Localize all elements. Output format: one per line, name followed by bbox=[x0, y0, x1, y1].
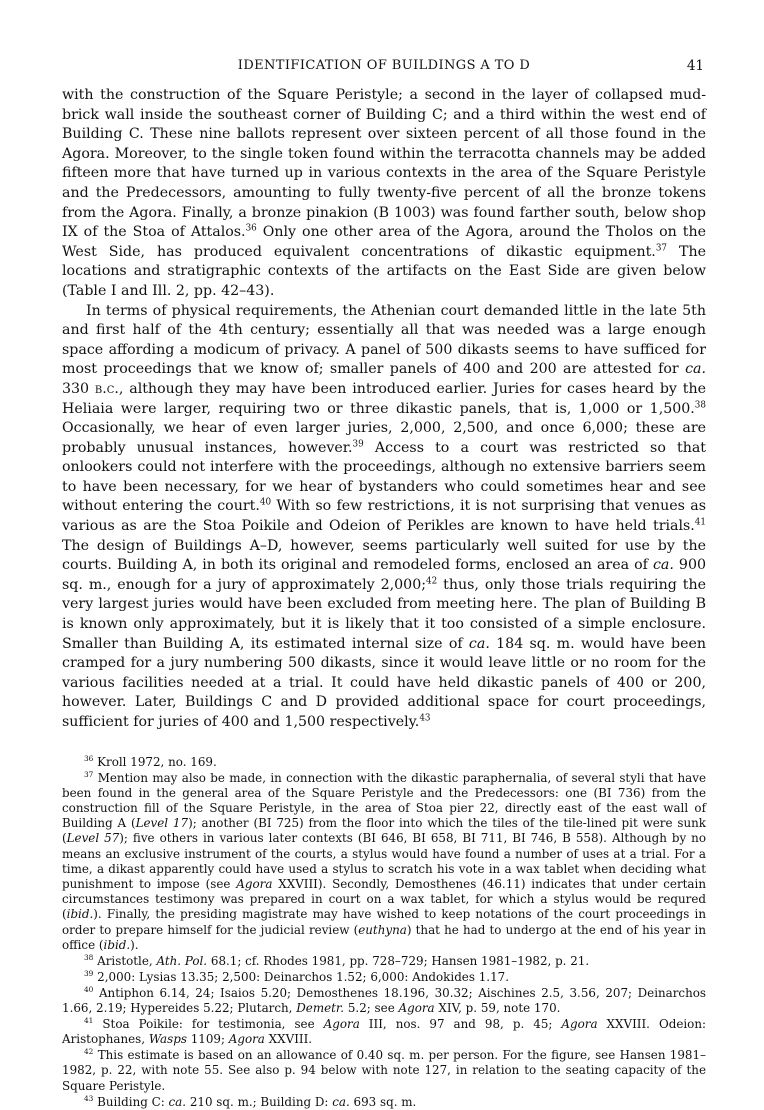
text-span: III, nos. 97 and 98, p. 45; bbox=[359, 1017, 562, 1032]
text-span: XXVIII). Secondly, Demosthenes (46.11) indicates that under certain circumstances testimony was prepared in court on a wax tablet, for which a stylus would be requred ( bbox=[62, 877, 706, 922]
italic-text: Demetr. bbox=[296, 1001, 345, 1016]
text-span: ). Finally, the presiding magistrate may have wished to keep notations of the court proceedings in order to prepare himself for the judicial review ( bbox=[62, 907, 706, 937]
footnote-ref-41[interactable]: 41 bbox=[694, 517, 706, 528]
italic-text: Agora bbox=[228, 1032, 265, 1047]
text-span: with the construction of the Square Peristyle; a second in the layer of collapsed mud-brick wall inside the southeast corner of Building C; and a third within the west end of Building C. These nine ballots represent over sixteen percent of all those found in the Agora. Moreover, to the single token found within the terracotta channels may be added fifteen more that have turned up in various contexts in the area of the Square Peristyle and the Predecessors, amounting to fully twenty-five percent of all the bronze tokens from the Agora. Finally, a bronze pinakion (B 1003) was found farther south, below shop IX of the Stoa of Attalos. bbox=[62, 87, 706, 241]
text-span: , although they may have been introduced earlier. Juries for cases heard by the Heliaia were larger, requiring two or three dikastic panels, that is, 1,000 or 1,500. bbox=[62, 380, 706, 417]
italic-abbrev: ca. bbox=[652, 557, 674, 574]
text-span: XXVIII. Odeion: Aristophanes, bbox=[62, 1017, 706, 1047]
paragraph-2 bbox=[62, 302, 706, 733]
footnote-41 bbox=[62, 1017, 706, 1047]
footnote-ref-42[interactable]: 42 bbox=[426, 576, 438, 587]
italic-abbrev: ca. bbox=[332, 1094, 350, 1109]
text-span: ); five others in various later contexts (BI 646, BI 658, BI 711, BI 746, B 558). Although by no means an exclusive instrument of the courts, a stylus would have found a number of uses at a trial. For a time, a dikast apparently could have used a stylus to scratch his vote in a wax tablet when deciding what punishment to impose (see bbox=[62, 831, 706, 892]
paragraph-1 bbox=[62, 86, 706, 302]
footnote-number: 39 bbox=[84, 968, 94, 978]
text-span: The design of Buildings A–D, however, seems particularly well suited for use by the courts. Building A, in both its original and remodeled forms, enclosed an area of bbox=[62, 537, 706, 574]
text-span: thus, only those trials requiring the very largest juries would have been excluded from meeting here. The plan of Building B is known only approximately, but it is likely that it too consisted of a simple enclosure. Smaller than Building A, its estimated internal size of bbox=[62, 576, 706, 652]
italic-abbrev: ca. bbox=[685, 361, 706, 378]
text-span: 210 sq. m.; Building D: bbox=[186, 1094, 333, 1109]
footnote-ref-38[interactable]: 38 bbox=[694, 399, 706, 410]
italic-text: Level 57 bbox=[66, 831, 120, 846]
footnote-number: 42 bbox=[84, 1047, 94, 1057]
footnote-42 bbox=[62, 1048, 706, 1094]
text-span: Occasionally, we hear of even larger juries, 2,000, 2,500, and once 6,000; these are probably unusual instances, however. bbox=[62, 420, 706, 456]
footnote-ref-36[interactable]: 36 bbox=[245, 223, 257, 234]
footnote-number: 37 bbox=[84, 769, 94, 779]
footnote-40 bbox=[62, 986, 706, 1016]
italic-text: Level 17 bbox=[135, 816, 189, 831]
footnote-37 bbox=[62, 771, 706, 953]
text-span: 184 sq. m. would have been cramped for a jury numbering 500 dikasts, since it would leave little or no room for the various facilities needed at a trial. It could have held dikastic panels of 400 or 200, however. Later, Buildings C and D provided additional space for court proceedings, sufficient for juries of 400 and 1,500 respectively. bbox=[62, 635, 706, 730]
text-span: XIV, p. 59, note 170. bbox=[434, 1001, 561, 1016]
era-abbrev: b.c. bbox=[94, 380, 119, 397]
text-span: 330 bbox=[62, 380, 95, 397]
main-text bbox=[62, 86, 706, 733]
text-span: The locations and stratigraphic contexts of the artifacts on the East Side are given below (Table I and Ill. 2, pp. 42–43). bbox=[62, 243, 706, 299]
footnote-number: 36 bbox=[84, 753, 94, 763]
footnote-number: 41 bbox=[84, 1016, 94, 1026]
footnote-43 bbox=[62, 1095, 706, 1110]
text-span: In terms of physical requirements, the Athenian court demanded little in the late 5th and first half of the 4th century; essentially all that was needed was a large enough space affording a modicum of privacy. A panel of 500 dikasts seems to have sufficed for most proceedings that we know of; smaller panels of 400 and 200 are attested for bbox=[62, 302, 706, 378]
footnote-39 bbox=[62, 970, 706, 985]
text-span: 1109; bbox=[186, 1032, 229, 1047]
italic-abbrev: ca. bbox=[468, 635, 490, 652]
text-span: Stoa Poikile: for testimonia, see bbox=[102, 1017, 324, 1032]
text-span: 693 sq. m. bbox=[349, 1094, 417, 1109]
footnote-number: 40 bbox=[84, 984, 94, 994]
italic-text: euthyna bbox=[358, 922, 407, 937]
book-page bbox=[62, 58, 706, 1110]
italic-text: ibid. bbox=[103, 937, 131, 952]
italic-abbrev: ca. bbox=[168, 1094, 187, 1109]
italic-text: Agora bbox=[561, 1017, 598, 1032]
text-span: ) that he had to undergo at the end of his year in office ( bbox=[62, 922, 706, 952]
italic-text: Wasps bbox=[148, 1032, 187, 1047]
text-span: ); another (BI 725) from the floor into which the tiles of the tile-lined pit were sunk ( bbox=[62, 816, 706, 846]
italic-text: Ath. Pol. bbox=[156, 953, 208, 968]
text-span: Aristotle, bbox=[97, 953, 157, 968]
text-span: Only one other area of the Agora, around the Tholos on the West Side, has produced equivalent concentrations of dikastic equipment. bbox=[62, 224, 706, 260]
italic-text: Agora bbox=[236, 877, 273, 892]
running-head: IDENTIFICATION OF BUILDINGS A TO D bbox=[237, 58, 531, 73]
text-span: Building C: bbox=[97, 1094, 169, 1109]
footnote-text: Kroll 1972, no. 169. bbox=[97, 754, 217, 769]
footnote-text: This estimate is based on an allowance of 0.40 sq. m. per person. For the figure, see Hansen 1981–1982, p. 22, with note 55. See also p. 94 below with note 127, in relation to the seating capacity of the Square Peristyle. bbox=[62, 1048, 707, 1093]
text-span: 900 sq. m., enough for a jury of approximately 2,000; bbox=[62, 557, 706, 593]
footnote-ref-39[interactable]: 39 bbox=[352, 438, 364, 449]
italic-text: Agora bbox=[323, 1017, 360, 1032]
text-span: Access to a court was restricted so that onlookers could not interfere with the proceedings, although no extensive barriers seem to have been necessary, for we hear of bystanders who could sometimes hear and see without entering the court. bbox=[62, 439, 706, 515]
footnote-number: 38 bbox=[84, 952, 94, 962]
text-span: Mention may also be made, in connection with the dikastic paraphernalia, of several styli that have been found in the general area of the Square Peristyle and the Predecessors: one (BI 736) from the construction fill of the Square Peristyle, in the area of Stoa pier 22, directly east of the east wall of Building A ( bbox=[62, 770, 707, 831]
text-span: Antiphon 6.14, 24; Isaios 5.20; Demosthenes 18.196, 30.32; Aischines 2.5, 3.56, 207; Deinarchos 1.66, 2.19; Hypereides 5.22; Plutarch, bbox=[62, 985, 707, 1016]
italic-text: Agora bbox=[398, 1001, 435, 1016]
footnote-ref-40[interactable]: 40 bbox=[259, 497, 272, 508]
text-span: ). bbox=[130, 937, 139, 952]
text-span: XXVIII. bbox=[264, 1032, 313, 1047]
text-span: 5.2; see bbox=[344, 1001, 399, 1016]
footnote-38 bbox=[62, 954, 706, 969]
text-span: With so few restrictions, it is not surprising that venues as various as are the Stoa Poikile and Odeion of Perikles are known to have held trials. bbox=[62, 498, 707, 535]
footnote-36 bbox=[62, 755, 706, 770]
footnote-text: 2,000: Lysias 13.35; 2,500: Deinarchos 1.52; 6,000: Andokides 1.17. bbox=[97, 969, 509, 984]
text-span: 68.1; cf. Rhodes 1981, pp. 728–729; Hansen 1981–1982, p. 21. bbox=[207, 953, 590, 968]
footnote-ref-43[interactable]: 43 bbox=[419, 713, 431, 724]
italic-text: ibid. bbox=[66, 907, 94, 922]
page-header bbox=[62, 58, 706, 80]
footnotes bbox=[62, 755, 706, 1110]
footnote-ref-37[interactable]: 37 bbox=[655, 243, 668, 254]
page-number: 41 bbox=[686, 58, 704, 74]
footnote-number: 43 bbox=[84, 1093, 94, 1103]
